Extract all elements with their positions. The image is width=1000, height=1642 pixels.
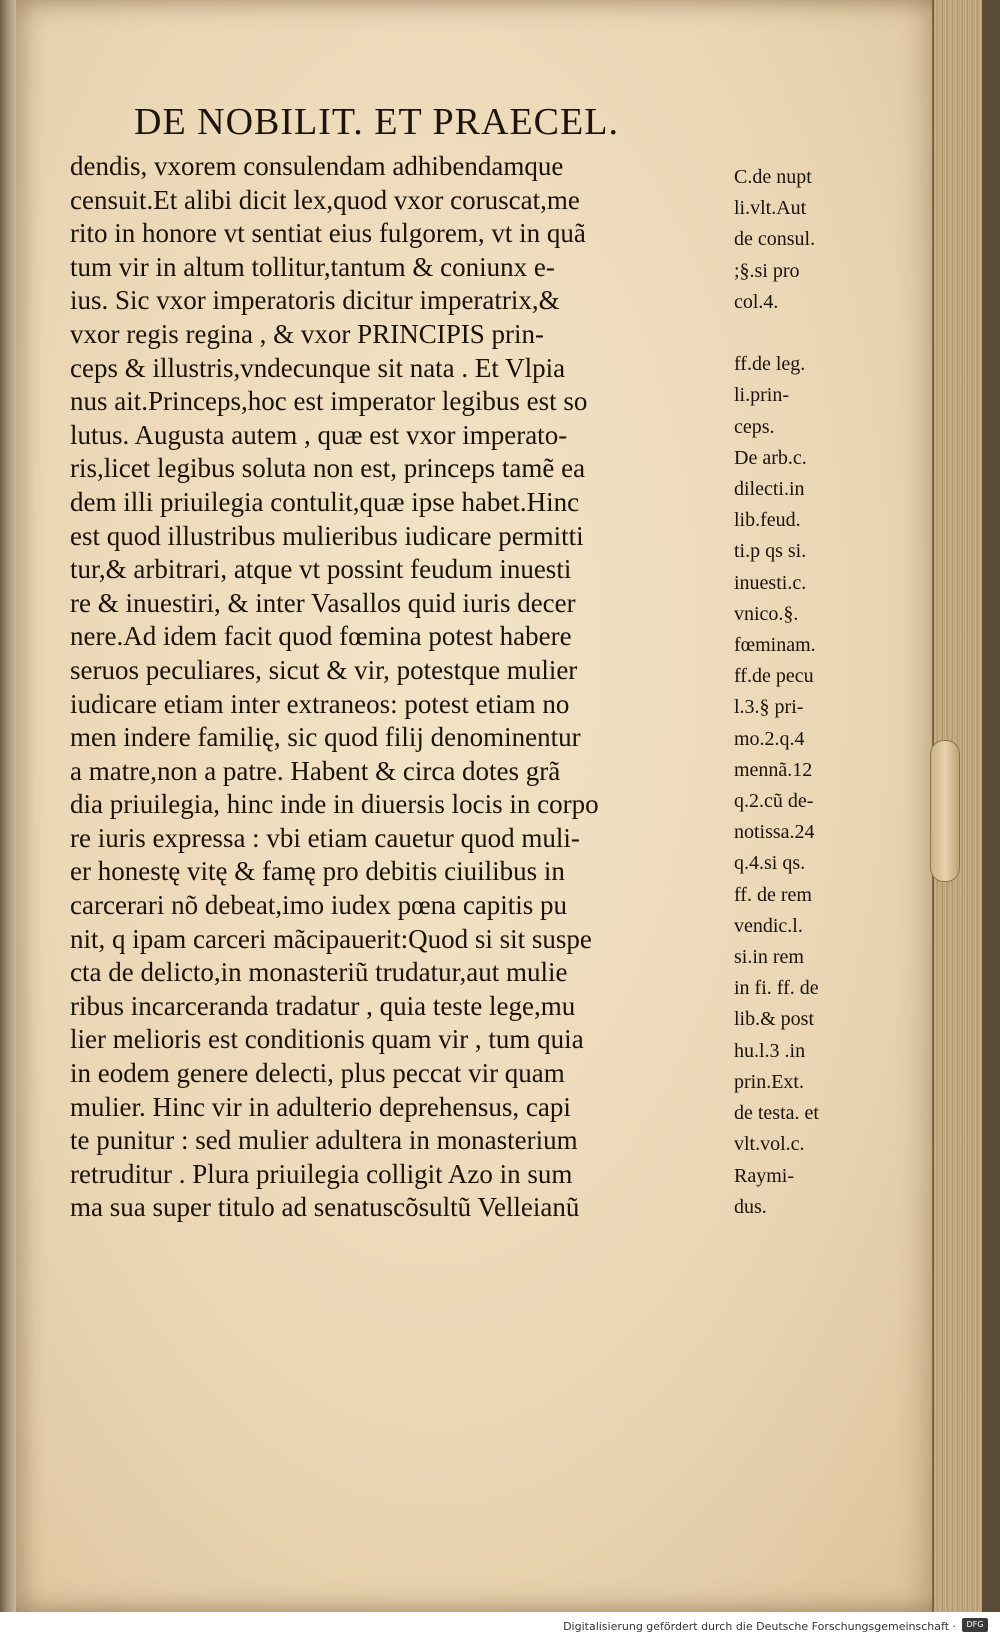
- text-line: retruditur . Plura priuilegia colligit Azo in sum: [70, 1158, 573, 1189]
- text-line: ribus incarceranda tradatur , quia teste lege,mu: [70, 990, 576, 1021]
- margin-note: de consul.: [734, 228, 816, 251]
- text-line: tur,& arbitrari, atque vt possint feudum inuesti: [70, 554, 572, 585]
- text-line: rito in honore vt sentiat eius fulgorem, vt in quã: [70, 218, 586, 249]
- text-line: er honestę vitę & famę pro debitis ciuilibus in: [70, 856, 565, 887]
- text-line: nus ait.Princeps,hoc est imperator legibus est so: [70, 386, 588, 417]
- text-line: ceps & illustris,vndecunque sit nata . Et Vlpia: [70, 352, 566, 383]
- margin-note: notissa.24: [734, 821, 815, 844]
- margin-note: ff.de leg.: [734, 353, 806, 376]
- text-line: re iuris expressa : vbi etiam cauetur quod muli-: [70, 822, 580, 853]
- marginal-notes: [734, 162, 874, 1223]
- facing-page-edge: [0, 0, 16, 1612]
- text-line: nit, q ipam carceri mãcipauerit:Quod si sit suspe: [70, 923, 592, 954]
- text-line: carcerari nõ debeat,imo iudex pœna capitis pu: [70, 890, 568, 921]
- margin-note: C.de nupt: [734, 166, 812, 188]
- text-line: te punitur : sed mulier adultera in monasterium: [70, 1125, 578, 1156]
- text-line: censuit.Et alibi dicit lex,quod vxor coruscat,me: [70, 184, 580, 215]
- margin-note: mennã.12: [734, 758, 813, 781]
- text-line: in eodem genere delecti, plus peccat vir quam: [70, 1058, 565, 1089]
- running-header: DE NOBILIT. ET PRAECEL.: [134, 101, 619, 143]
- text-line: dendis, vxorem consulendam adhibendamque: [70, 151, 564, 181]
- margin-note: lib.& post: [734, 1008, 815, 1031]
- margin-note: si.in rem: [734, 946, 804, 969]
- margin-note: [734, 318, 874, 349]
- text-line: dia priuilegia, hinc inde in diuersis locis in corpo: [70, 789, 599, 820]
- margin-note: fœminam.: [734, 634, 816, 657]
- margin-note: de testa. et: [734, 1102, 819, 1125]
- text-line: dem illi priuilegia contulit,quæ ipse habet.Hinc: [70, 486, 580, 517]
- text-line: est quod illustribus mulieribus iudicare permitti: [70, 520, 584, 551]
- text-line: cta de delicto,in monasteriũ trudatur,aut mulie: [70, 957, 568, 988]
- margin-note: inuesti.c.: [734, 571, 807, 594]
- dfg-logo: DFG: [962, 1618, 988, 1632]
- margin-note: mo.2.q.4: [734, 727, 805, 750]
- margin-note: ;§.si pro: [734, 259, 800, 282]
- main-text-block: [70, 150, 730, 1225]
- text-line: men indere familię, sic quod filij denominentur: [70, 722, 581, 753]
- text-line: mulier. Hinc vir in adulterio deprehensus, capi: [70, 1091, 571, 1122]
- margin-note: dilecti.in: [734, 478, 805, 501]
- margin-note: prin.Ext.: [734, 1070, 804, 1093]
- margin-note: q.2.cũ de-: [734, 790, 814, 813]
- margin-note: hu.l.3 .in: [734, 1039, 806, 1062]
- margin-note: l.3.§ pri-: [734, 696, 804, 719]
- margin-note: vnico.§.: [734, 602, 799, 625]
- margin-note: li.prin-: [734, 384, 789, 407]
- margin-note: in fi. ff. de: [734, 977, 819, 1000]
- margin-note: De arb.c.: [734, 446, 807, 469]
- text-line: iudicare etiam inter extraneos: potest etiam no: [70, 688, 570, 719]
- text-line: ius. Sic vxor imperatoris dicitur imperatrix,&: [70, 285, 560, 316]
- margin-note: col.4.: [734, 290, 779, 313]
- text-line: lier melioris est conditionis quam vir , tum quia: [70, 1024, 584, 1055]
- text-line: re & inuestiri, & inter Vasallos quid iuris decer: [70, 587, 576, 618]
- text-line: ma sua super titulo ad senatuscõsultũ Velleianũ: [70, 1192, 580, 1223]
- text-line: vxor regis regina , & vxor PRINCIPIS prin-: [70, 318, 544, 349]
- margin-note: Raymi-: [734, 1164, 794, 1187]
- margin-note: dus.: [734, 1195, 767, 1218]
- text-line: seruos peculiares, sicut & vir, potestque mulier: [70, 654, 578, 685]
- digitization-credit: Digitalisierung gefördert durch die Deutsche Forschungsgemeinschaft ·: [563, 1620, 956, 1633]
- margin-note: vendic.l.: [734, 914, 803, 937]
- book-page: [16, 0, 946, 1612]
- text-line: a matre,non a patre. Habent & circa dotes grã: [70, 755, 561, 786]
- book-clasp: [930, 740, 960, 882]
- margin-note: ceps.: [734, 415, 775, 438]
- margin-note: lib.feud.: [734, 509, 801, 532]
- text-line: lutus. Augusta autem , quæ est vxor imperato-: [70, 419, 568, 450]
- margin-note: ff.de pecu: [734, 665, 814, 688]
- text-line: tum vir in altum tollitur,tantum & coniunx e-: [70, 251, 555, 282]
- margin-note: q.4.si qs.: [734, 852, 806, 875]
- margin-note: li.vlt.Aut: [734, 197, 807, 220]
- margin-note: vlt.vol.c.: [734, 1133, 805, 1156]
- text-line: ris,licet legibus soluta non est, princeps tamẽ ea: [70, 453, 586, 484]
- margin-note: ti.p qs si.: [734, 540, 807, 563]
- margin-note: ff. de rem: [734, 883, 812, 906]
- text-line: nere.Ad idem facit quod fœmina potest habere: [70, 621, 572, 652]
